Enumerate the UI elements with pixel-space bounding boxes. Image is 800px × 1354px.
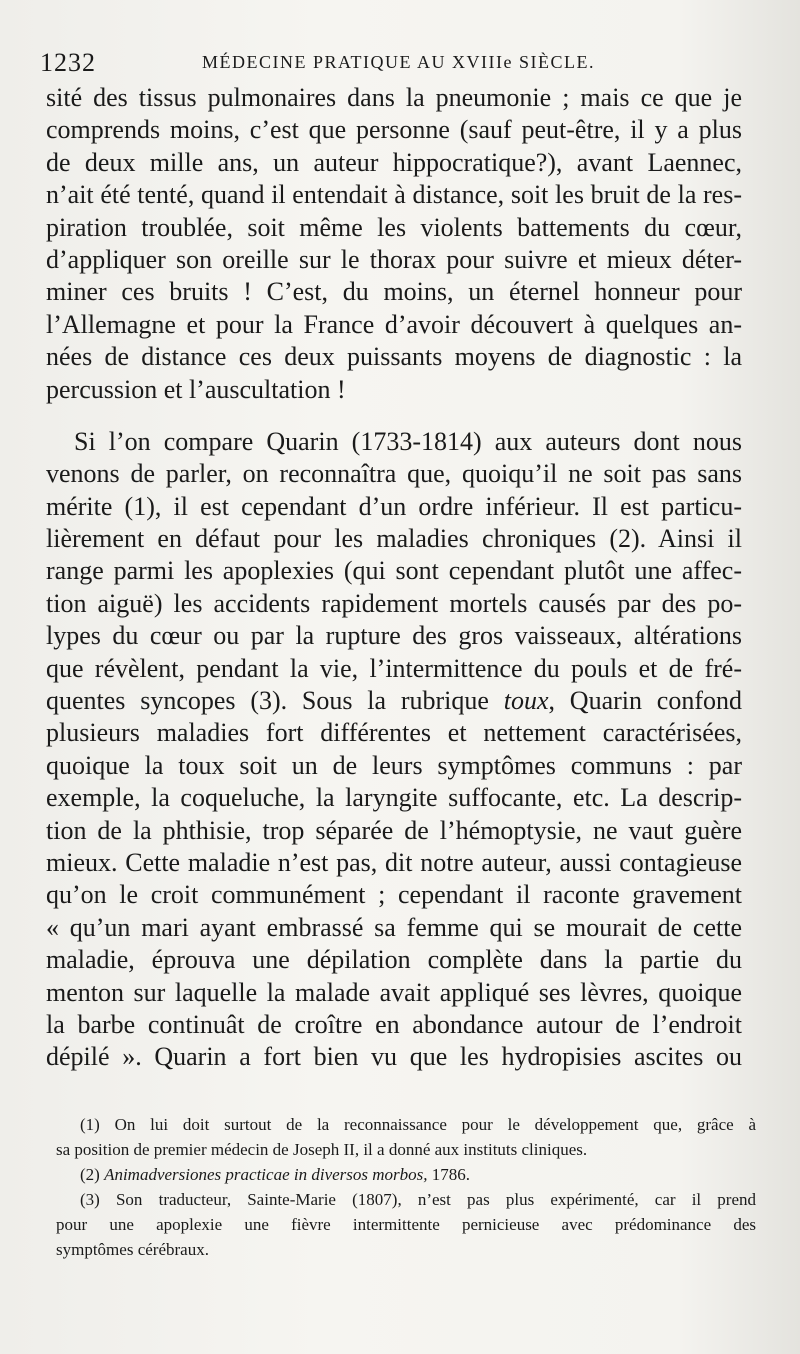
- footnote-book-title: Animadversiones practicae in diversos morbos,: [104, 1165, 428, 1184]
- paragraph-gap: [46, 406, 742, 426]
- text-line: de deux mille ans, un auteur hippocratique?), avant Laennec,: [46, 147, 742, 177]
- text-line: nées de distance ces deux puissants moyens de diagnostic : la: [46, 342, 742, 372]
- footnote-2: [56, 1162, 756, 1187]
- page-header: [40, 48, 600, 78]
- text-line: venons de parler, on reconnaîtra que, quoiqu’il ne soit pas sans: [46, 459, 742, 489]
- footnote-3-continuation: pour une apoplexie une fièvre intermittente pernicieuse avec prédominance des: [56, 1215, 756, 1234]
- main-text: [46, 82, 742, 1074]
- text-line: miner ces bruits ! C’est, du moins, un éternel honneur pour: [46, 277, 742, 307]
- text-line: d’appliquer son oreille sur le thorax pour suivre et mieux déter-: [46, 244, 742, 274]
- italic-term: toux: [503, 686, 549, 716]
- text-line: mieux. Cette maladie n’est pas, dit notre auteur, aussi contagieuse: [46, 847, 742, 877]
- text-line: plusieurs maladies fort différentes et nettement caractérisées,: [46, 718, 742, 748]
- text-line: maladie, éprouva une dépilation complète dans la partie du: [46, 945, 742, 975]
- text-line: lièrement en défaut pour les maladies chroniques (2). Ainsi il: [46, 524, 742, 554]
- text-segment: , Quarin confond: [548, 686, 742, 716]
- text-line: dépilé ». Quarin a fort bien vu que les hydropisies ascites ou: [46, 1042, 742, 1072]
- text-line: mérite (1), il est cependant d’un ordre inférieur. Il est particu-: [46, 491, 742, 521]
- text-line: « qu’un mari ayant embrassé sa femme qui se mourait de cette: [46, 912, 742, 942]
- text-line: comprends moins, c’est que personne (sauf peut-être, il y a plus: [46, 115, 742, 145]
- text-line: lypes du cœur ou par la rupture des gros vaisseaux, altérations: [46, 621, 742, 651]
- text-line: la barbe continuât de croître en abondance autour de l’endroit: [46, 1009, 742, 1039]
- text-line: tion aiguë) les accidents rapidement mortels causés par des po-: [46, 588, 742, 618]
- text-line: menton sur laquelle la malade avait appliqué ses lèvres, quoique: [46, 977, 742, 1007]
- footnotes: [56, 1112, 756, 1262]
- text-line: l’Allemagne et pour la France d’avoir découvert à quelques an-: [46, 309, 742, 339]
- page-number: 1232: [40, 48, 96, 77]
- text-line: piration troublée, soit même les violents battements du cœur,: [46, 212, 742, 242]
- text-line: tion de la phthisie, trop séparée de l’hémoptysie, ne vaut guère: [46, 815, 742, 845]
- running-title: MÉDECINE PRATIQUE AU XVIIIe SIÈCLE.: [202, 52, 595, 72]
- footnote-marker: (2): [80, 1165, 105, 1184]
- text-line: Si l’on compare Quarin (1733-1814) aux auteurs dont nous: [74, 426, 742, 456]
- text-line: quoique la toux soit un de leurs symptômes communs : par: [46, 750, 742, 780]
- text-line: n’ait été tenté, quand il entendait à distance, soit les bruit de la res-: [46, 180, 742, 210]
- text-line: que révèlent, pendant la vie, l’intermittence du pouls et de fré-: [46, 653, 742, 683]
- text-line: exemple, la coqueluche, la laryngite suffocante, etc. La descrip-: [46, 783, 742, 813]
- footnote-1: (1) On lui doit surtout de la reconnaissance pour le développement que, grâce à: [80, 1115, 756, 1134]
- footnote-1-continuation: sa position de premier médecin de Joseph II, il a donné aux instituts cliniques.: [56, 1140, 588, 1159]
- text-line: qu’on le croit communément ; cependant il raconte gravement: [46, 880, 742, 910]
- text-line: percussion et l’auscultation !: [46, 374, 346, 404]
- text-line: range parmi les apoplexies (qui sont cependant plutôt une affec-: [46, 556, 742, 586]
- text-line: sité des tissus pulmonaires dans la pneumonie ; mais ce que je: [46, 83, 742, 112]
- text-line-mixed: [46, 685, 742, 717]
- footnote-3: (3) Son traducteur, Sainte-Marie (1807), n’est pas plus expérimenté, car il prend: [80, 1190, 756, 1209]
- text-segment: quentes syncopes (3). Sous la rubrique: [46, 686, 504, 716]
- footnote-year: 1786.: [427, 1165, 471, 1184]
- footnote-3-continuation: symptômes cérébraux.: [56, 1240, 209, 1259]
